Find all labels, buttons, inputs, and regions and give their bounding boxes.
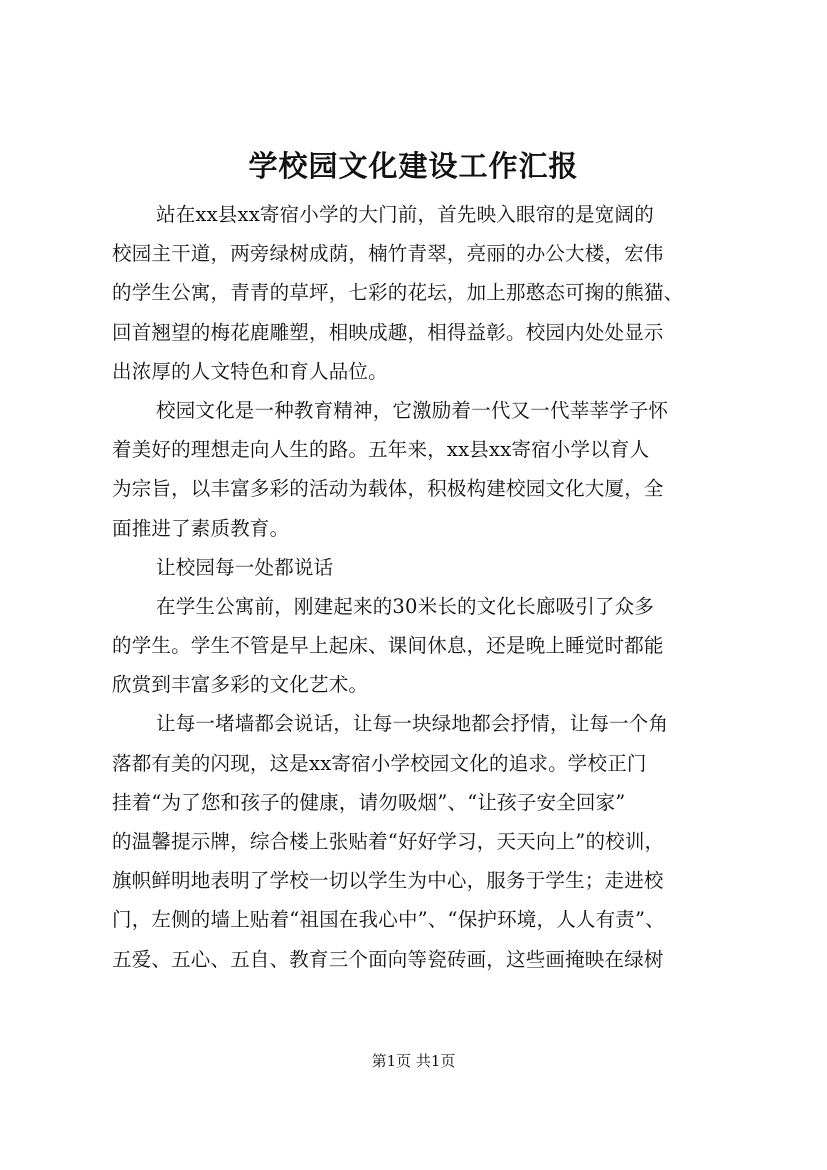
paragraph-line: 出浓厚的人文特色和育人品位。 (112, 359, 388, 383)
paragraph-line: 校园文化是一种教育精神，它激励着一代又一代莘莘学子怀 (156, 398, 669, 422)
paragraph-line: 让每一堵墙都会说话，让每一块绿地都会抒情，让每一个角 (156, 712, 669, 736)
paragraph-line: 回首翘望的梅花鹿雕塑，相映成趣，相得益彰。校园内处处显示 (112, 320, 664, 344)
paragraph-line: 的温馨提示牌，综合楼上张贴着“好好学习，天天向上”的校训， (112, 830, 665, 853)
paragraph-line: 旗帜鲜明地表明了学校一切以学生为中心，服务于学生；走进校 (112, 869, 664, 893)
section-heading: 让校园每一处都说话 (156, 555, 334, 579)
paragraph-line: 为宗旨，以丰富多彩的活动为载体，积极构建校园文化大厦，全 (112, 477, 664, 501)
paragraph-line: 挂着“为了您和孩子的健康，请勿吸烟”、“让孩子安全回家” (112, 790, 626, 814)
paragraph-line: 站在xx县xx寄宿小学的大门前，首先映入眼帘的是宽阔的 (156, 203, 654, 226)
document-body (112, 195, 724, 979)
paragraph-line: 校园主干道，两旁绿树成荫，楠竹青翠，亮丽的办公大楼，宏伟 (112, 242, 664, 266)
paragraph-line: 落都有美的闪现，这是xx寄宿小学校园文化的追求。学校正门 (112, 751, 647, 775)
paragraph-line: 着美好的理想走向人生的路。五年来，xx县xx寄宿小学以育人 (112, 438, 650, 462)
paragraph-line: 面推进了素质教育。 (112, 516, 290, 540)
document-title: 学校园文化建设工作汇报 (248, 149, 579, 183)
paragraph-line: 欣赏到丰富多彩的文化艺术。 (112, 673, 369, 697)
paragraph-line: 门，左侧的墙上贴着“祖国在我心中”、“保护环境，人人有责”、 (112, 908, 665, 932)
paragraph-line: 五爱、五心、五自、教育三个面向等瓷砖画，这些画掩映在绿树 (112, 947, 664, 971)
paragraph-line: 在学生公寓前，刚建起来的30米长的文化长廊吸引了众多 (156, 594, 655, 618)
paragraph-line: 的学生公寓，青青的草坪，七彩的花坛，加上那憨态可掬的熊猫、 (112, 281, 684, 305)
page-footer: 第1页 共1页 (371, 1052, 456, 1070)
paragraph-line: 的学生。学生不管是早上起床、课间休息，还是晚上睡觉时都能 (112, 634, 664, 658)
